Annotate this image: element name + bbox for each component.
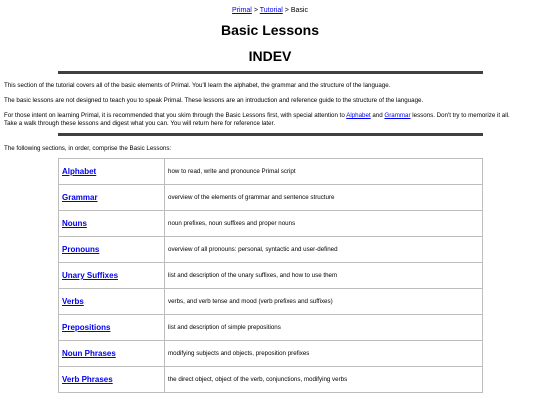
breadcrumb xyxy=(0,7,540,14)
lesson-link-grammar[interactable]: Grammar xyxy=(62,193,98,202)
alphabet-inline-link[interactable]: Alphabet xyxy=(346,112,371,119)
breadcrumb-current: Basic xyxy=(290,7,308,14)
lesson-name-cell xyxy=(59,211,165,237)
lesson-link-unary-suffixes[interactable]: Unary Suffixes xyxy=(62,271,119,280)
intro-paragraph: The basic lessons are not designed to teach you to speak Primal. These lessons are an introduction and reference guide to the structure of the language. xyxy=(4,97,424,104)
breadcrumb-link-tutorial[interactable]: Tutorial xyxy=(259,7,283,14)
paragraph-text: For those intent on learning Primal, it is recommended that you skim through the Basic Lessons first, with special attention to xyxy=(4,112,347,119)
lesson-link-verb-phrases[interactable]: Verb Phrases xyxy=(62,375,113,384)
horizontal-rule xyxy=(58,71,483,74)
lesson-name-cell xyxy=(59,289,165,315)
breadcrumb-separator: > xyxy=(253,7,258,14)
lesson-description: overview of the elements of grammar and sentence structure xyxy=(165,185,483,211)
grammar-inline-link[interactable]: Grammar xyxy=(384,112,411,119)
lesson-name-cell xyxy=(59,315,165,341)
lesson-name-cell xyxy=(59,159,165,185)
lesson-description: noun prefixes, noun suffixes and proper nouns xyxy=(165,211,483,237)
lesson-name-cell xyxy=(59,185,165,211)
table-row xyxy=(59,211,483,237)
lesson-name-cell xyxy=(59,341,165,367)
table-row xyxy=(59,289,483,315)
lesson-description: the direct object, object of the verb, conjunctions, modifying verbs xyxy=(165,367,483,393)
intro-paragraph: This section of the tutorial covers all of the basic elements of Primal. You'll learn the alphabet, the grammar and the structure of the language. xyxy=(4,82,391,89)
lesson-link-noun-phrases[interactable]: Noun Phrases xyxy=(62,349,116,358)
lesson-description: list and description of the unary suffixes, and how to use them xyxy=(165,263,483,289)
lesson-link-nouns[interactable]: Nouns xyxy=(62,219,87,228)
lesson-link-verbs[interactable]: Verbs xyxy=(62,297,84,306)
table-row xyxy=(59,367,483,393)
breadcrumb-link-primal[interactable]: Primal xyxy=(232,7,252,14)
lesson-description: overview of all pronouns: personal, syntactic and user-defined xyxy=(165,237,483,263)
table-row xyxy=(59,341,483,367)
lesson-link-prepositions[interactable]: Prepositions xyxy=(62,323,111,332)
table-row xyxy=(59,237,483,263)
paragraph-text: lessons. Don't try to memorize it all. Take a walk through these lessons and digest what you can. You will return here for reference later. xyxy=(4,112,510,127)
lesson-link-alphabet[interactable]: Alphabet xyxy=(62,167,97,176)
lesson-name-cell xyxy=(59,367,165,393)
lesson-description: modifying subjects and objects, preposition prefixes xyxy=(165,341,483,367)
breadcrumb-separator: > xyxy=(284,7,289,14)
lesson-description: how to read, write and pronounce Primal script xyxy=(165,159,483,185)
page-subtitle: INDEV xyxy=(248,48,292,64)
horizontal-rule xyxy=(58,133,483,136)
table-row xyxy=(59,263,483,289)
table-row xyxy=(59,315,483,341)
lessons-table xyxy=(58,158,483,393)
paragraph-text: and xyxy=(370,112,385,119)
intro-paragraph-recommendation xyxy=(4,112,524,128)
lesson-name-cell xyxy=(59,237,165,263)
table-row xyxy=(59,185,483,211)
sections-intro-text: The following sections, in order, comprise the Basic Lessons: xyxy=(4,145,172,152)
page-title: Basic Lessons xyxy=(220,22,320,38)
table-row xyxy=(59,159,483,185)
lesson-description: verbs, and verb tense and mood (verb prefixes and suffixes) xyxy=(165,289,483,315)
lesson-link-pronouns[interactable]: Pronouns xyxy=(62,245,100,254)
lesson-name-cell xyxy=(59,263,165,289)
lesson-description: list and description of simple prepositions xyxy=(165,315,483,341)
